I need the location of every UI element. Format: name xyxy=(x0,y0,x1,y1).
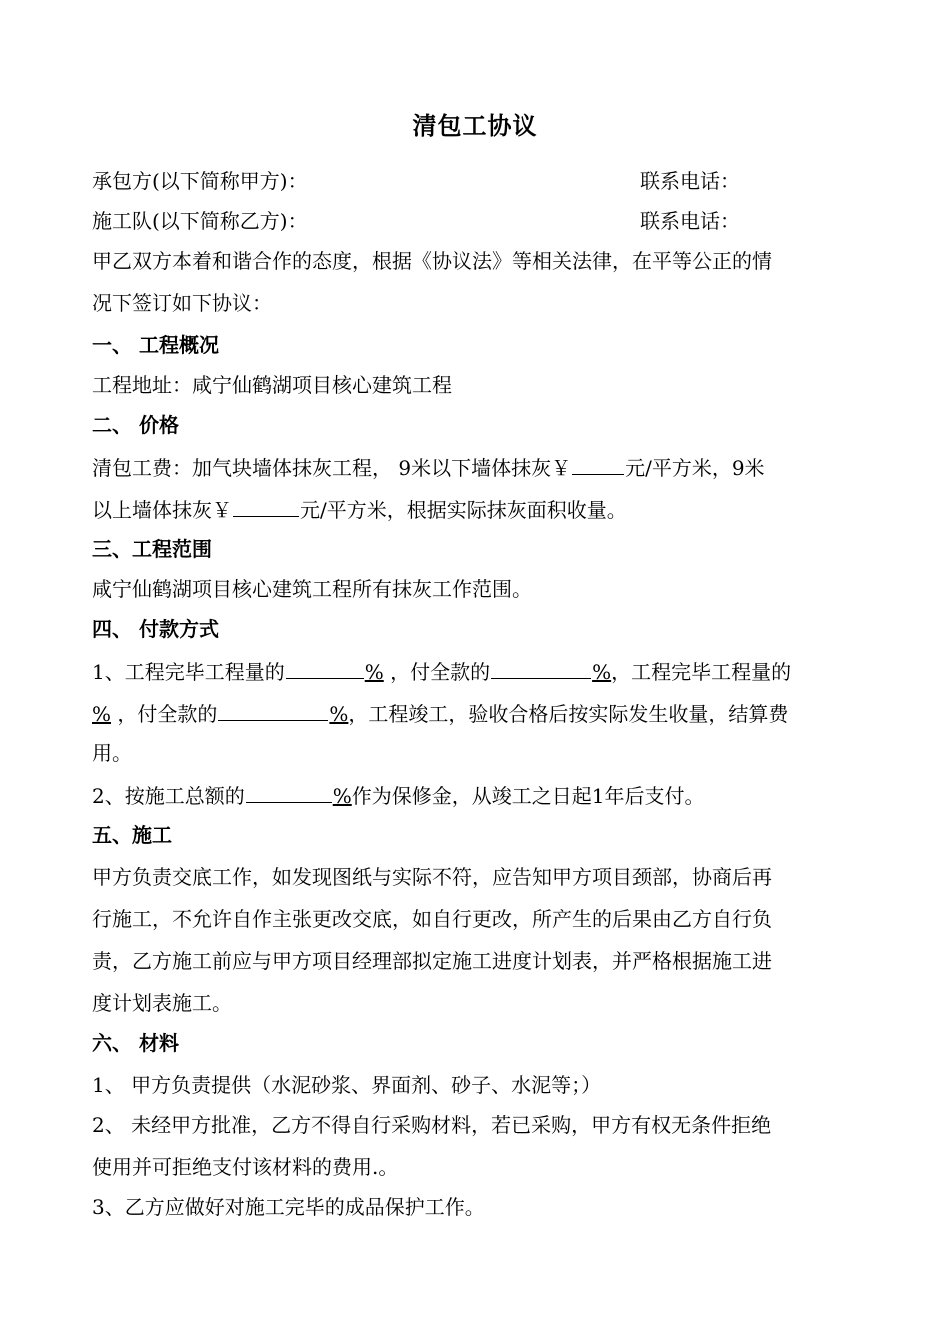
price-blank-below-9m xyxy=(572,452,624,475)
section-3-heading: 三、工程范围 xyxy=(92,537,212,561)
price-text-d: 元/平方米，根据实际抹灰面积收量。 xyxy=(300,498,627,522)
materials-item-1: 1、 甲方负责提供（水泥砂浆、界面剂、砂子、水泥等；） xyxy=(92,1073,602,1097)
payment-line-1 xyxy=(92,656,862,687)
payment-text-d: ，付全款的 xyxy=(117,702,218,726)
payment-text-a: 1、工程完毕工程量的 xyxy=(92,660,285,684)
percent-sign-4: % xyxy=(329,702,349,726)
warranty-text-a: 2、按施工总额的 xyxy=(92,784,245,808)
payment-line-4 xyxy=(92,780,862,811)
section-2-line-2 xyxy=(92,494,862,525)
section-5-heading: 五、施工 xyxy=(92,823,172,847)
percent-sign-1: % xyxy=(364,660,384,684)
document-title: 清包工协议 xyxy=(412,112,538,140)
section-4-heading: 四、 付款方式 xyxy=(92,617,219,641)
section-5-line-3: 责，乙方施工前应与甲方项目经理部拟定施工进度计划表，并严格根据施工进 xyxy=(92,949,772,973)
warranty-text-b: 作为保修金，从竣工之日起1年后支付。 xyxy=(351,784,705,808)
section-6-heading: 六、 材料 xyxy=(92,1031,179,1055)
price-blank-above-9m xyxy=(233,494,299,517)
payment-blank-2 xyxy=(491,656,591,679)
percent-sign-5: % xyxy=(332,784,352,808)
percent-sign-3: % xyxy=(92,702,112,726)
party-a-phone-label: 联系电话： xyxy=(640,169,740,193)
section-2-line-1 xyxy=(92,452,862,483)
materials-item-2-line-2: 使用并可拒绝支付该材料的费用.。 xyxy=(92,1155,399,1179)
price-text-a: 清包工费：加气块墙体抹灰工程， 9米以下墙体抹灰￥ xyxy=(92,456,572,480)
price-text-c: 以上墙体抹灰￥ xyxy=(92,498,232,522)
payment-blank-1 xyxy=(286,656,364,679)
party-b-label: 施工队(以下简称乙方)： xyxy=(92,209,308,233)
materials-item-3: 3、乙方应做好对施工完毕的成品保护工作。 xyxy=(92,1195,485,1219)
payment-text-c: ，工程完毕工程量的 xyxy=(611,660,792,684)
percent-sign-2: % xyxy=(592,660,612,684)
section-1-heading: 一、 工程概况 xyxy=(92,333,219,357)
materials-item-2-line-1: 2、 未经甲方批准，乙方不得自行采购材料，若已采购，甲方有权无条件拒绝 xyxy=(92,1113,772,1137)
payment-text-b: ，付全款的 xyxy=(390,660,491,684)
party-b-phone-label: 联系电话： xyxy=(640,209,740,233)
intro-line-1: 甲乙双方本着和谐合作的态度，根据《协议法》等相关法律，在平等公正的情 xyxy=(92,249,772,273)
section-5-line-4: 度计划表施工。 xyxy=(92,991,232,1015)
payment-line-3: 用。 xyxy=(92,741,132,765)
party-a-label: 承包方(以下简称甲方)： xyxy=(92,169,308,193)
party-a-line xyxy=(92,166,862,196)
section-3-text: 咸宁仙鹤湖项目核心建筑工程所有抹灰工作范围。 xyxy=(92,577,532,601)
section-5-line-1: 甲方负责交底工作，如发现图纸与实际不符，应告知甲方项目颈部，协商后再 xyxy=(92,865,772,889)
price-text-b: 元/平方米，9米 xyxy=(625,456,765,480)
section-1-text: 工程地址：咸宁仙鹤湖项目核心建筑工程 xyxy=(92,373,452,397)
payment-text-e: ，工程竣工，验收合格后按实际发生收量，结算费 xyxy=(348,702,789,726)
payment-line-2 xyxy=(92,698,862,729)
warranty-blank xyxy=(246,780,332,803)
section-2-heading: 二、 价格 xyxy=(92,413,179,437)
party-b-line xyxy=(92,206,862,236)
section-5-line-2: 行施工，不允许自作主张更改交底，如自行更改，所产生的后果由乙方自行负 xyxy=(92,907,772,931)
intro-line-2: 况下签订如下协议： xyxy=(92,291,272,315)
payment-blank-3 xyxy=(218,698,328,721)
